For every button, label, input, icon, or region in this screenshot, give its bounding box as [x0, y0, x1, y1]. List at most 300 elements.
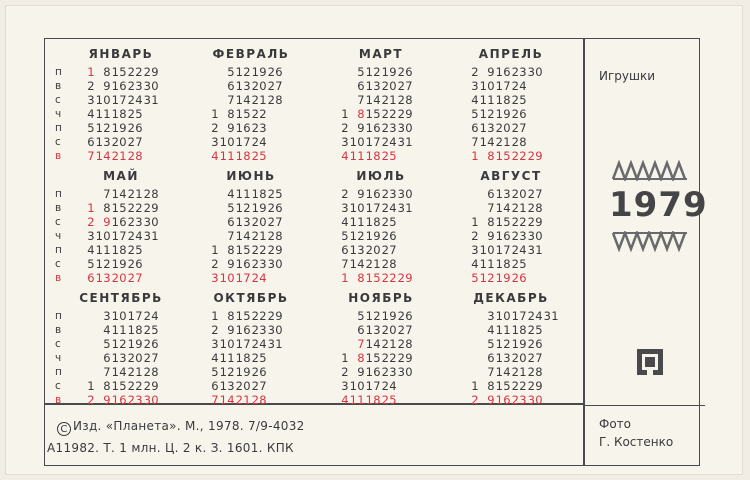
month-name: ФЕВРАЛЬ — [212, 47, 290, 61]
day-number: 28 — [267, 93, 283, 107]
day-number: 23 — [381, 121, 397, 135]
day-number: 10 — [219, 135, 235, 149]
day-number: 3 — [471, 243, 479, 257]
month-block — [317, 291, 445, 409]
day-number: 2 — [341, 365, 349, 379]
day-number: 6 — [341, 243, 349, 257]
day-number: 27 — [267, 79, 283, 93]
day-number: 19 — [111, 121, 127, 135]
day-number: 20 — [111, 271, 127, 285]
day-number: 30 — [397, 187, 413, 201]
day-number: 1 — [471, 149, 479, 163]
day-number: 11 — [219, 149, 235, 163]
month-name: НОЯБРЬ — [348, 291, 414, 305]
day-number: 6 — [487, 187, 495, 201]
day-number: 1 — [211, 309, 219, 323]
day-number: 4 — [471, 93, 479, 107]
day-number: 29 — [527, 379, 543, 393]
day-number: 3 — [211, 337, 219, 351]
photo-label: Фото — [599, 417, 632, 431]
day-number: 24 — [511, 79, 527, 93]
day-number: 14 — [365, 93, 381, 107]
day-number: 2 — [471, 229, 479, 243]
weekday-letter: п — [55, 310, 62, 322]
day-number: 17 — [235, 135, 251, 149]
day-number: 29 — [397, 351, 413, 365]
day-number: 3 — [341, 379, 349, 393]
day-number: 26 — [143, 337, 159, 351]
day-number: 18 — [251, 187, 267, 201]
day-number: 18 — [111, 243, 127, 257]
day-number: 24 — [511, 243, 527, 257]
weekday-letter: в — [55, 202, 62, 214]
day-number: 28 — [381, 257, 397, 271]
day-number: 18 — [235, 149, 251, 163]
day-number: 27 — [127, 135, 143, 149]
day-number: 14 — [111, 365, 127, 379]
day-number: 24 — [381, 379, 397, 393]
day-number: 4 — [87, 243, 95, 257]
week-row — [447, 243, 607, 257]
day-number: 3 — [471, 79, 479, 93]
day-number: 10 — [479, 79, 495, 93]
day-number: 26 — [511, 107, 527, 121]
day-number: 31 — [267, 337, 283, 351]
day-number: 22 — [381, 107, 397, 121]
day-number: 7 — [487, 201, 495, 215]
day-number: 7 — [103, 365, 111, 379]
day-number: 13 — [495, 187, 511, 201]
month-name: ДЕКАБРЬ — [473, 291, 549, 305]
day-number: 5 — [471, 107, 479, 121]
day-number: 31 — [143, 229, 159, 243]
day-number: 11 — [111, 323, 127, 337]
day-number: 12 — [495, 337, 511, 351]
day-number: 20 — [127, 351, 143, 365]
day-number: 17 — [495, 79, 511, 93]
day-number: 15 — [111, 65, 127, 79]
photographer-name: Г. Костенко — [599, 435, 674, 449]
day-number: 13 — [365, 323, 381, 337]
day-number: 25 — [127, 243, 143, 257]
day-number: 8 — [227, 107, 235, 121]
day-number: 8 — [103, 379, 111, 393]
day-number: 23 — [381, 187, 397, 201]
day-number: 18 — [111, 107, 127, 121]
weekday-letter: в — [55, 324, 62, 336]
day-number: 27 — [143, 351, 159, 365]
copyright-icon: С — [57, 422, 71, 436]
day-number: 12 — [479, 271, 495, 285]
day-number: 28 — [251, 393, 267, 407]
day-number: 25 — [511, 257, 527, 271]
day-number: 19 — [495, 107, 511, 121]
day-number: 3 — [341, 201, 349, 215]
day-number: 23 — [127, 215, 143, 229]
weekday-letter: в — [55, 394, 62, 406]
day-number: 8 — [103, 65, 111, 79]
day-number: 18 — [365, 215, 381, 229]
day-number: 24 — [251, 271, 267, 285]
day-number: 25 — [251, 149, 267, 163]
day-number: 11 — [235, 187, 251, 201]
day-number: 26 — [397, 309, 413, 323]
day-number: 15 — [365, 271, 381, 285]
day-number: 26 — [127, 121, 143, 135]
day-number: 1 — [211, 107, 219, 121]
day-number: 1 — [471, 215, 479, 229]
week-row — [447, 351, 607, 365]
day-number: 4 — [211, 351, 219, 365]
day-number: 21 — [511, 365, 527, 379]
month-block — [447, 47, 575, 165]
day-number: 16 — [495, 393, 511, 407]
day-number: 17 — [511, 309, 527, 323]
day-number: 8 — [487, 215, 495, 229]
day-number: 6 — [227, 215, 235, 229]
day-number: 6 — [471, 121, 479, 135]
day-number: 2 — [341, 121, 349, 135]
day-number: 18 — [365, 149, 381, 163]
day-number: 25 — [267, 187, 283, 201]
week-row — [447, 93, 607, 107]
day-number: 30 — [397, 365, 413, 379]
day-number: 1 — [87, 65, 95, 79]
day-number: 5 — [357, 309, 365, 323]
day-number: 31 — [543, 309, 559, 323]
day-number: 22 — [511, 215, 527, 229]
day-number: 14 — [349, 257, 365, 271]
day-number: 7 — [227, 229, 235, 243]
day-number: 29 — [527, 215, 543, 229]
week-row — [447, 107, 607, 121]
week-row — [447, 121, 607, 135]
weekday-letter: с — [55, 258, 61, 270]
day-number: 23 — [251, 121, 267, 135]
day-number: 3 — [87, 93, 95, 107]
day-number: 12 — [365, 309, 381, 323]
weekday-letter: с — [55, 94, 61, 106]
day-number: 28 — [511, 135, 527, 149]
day-number: 19 — [495, 271, 511, 285]
day-number: 29 — [143, 379, 159, 393]
day-number: 17 — [365, 379, 381, 393]
day-number: 15 — [495, 149, 511, 163]
month-name: ИЮЛЬ — [356, 169, 406, 183]
day-number: 26 — [267, 201, 283, 215]
day-number: 22 — [511, 149, 527, 163]
day-number: 25 — [511, 93, 527, 107]
day-number: 27 — [527, 187, 543, 201]
day-number: 14 — [495, 201, 511, 215]
day-number: 1 — [87, 379, 95, 393]
day-number: 2 — [211, 257, 219, 271]
month-name: ИЮНЬ — [226, 169, 276, 183]
day-number: 14 — [235, 93, 251, 107]
day-number: 21 — [127, 187, 143, 201]
day-number: 21 — [251, 229, 267, 243]
day-number: 15 — [235, 107, 251, 121]
day-number: 28 — [143, 365, 159, 379]
day-number: 25 — [381, 149, 397, 163]
day-number: 13 — [235, 79, 251, 93]
day-number: 29 — [143, 65, 159, 79]
imprint-line-1 — [57, 419, 305, 436]
day-number: 3 — [487, 309, 495, 323]
day-number: 11 — [349, 393, 365, 407]
day-number: 19 — [111, 257, 127, 271]
calendar-frame — [44, 38, 708, 466]
day-number: 23 — [511, 393, 527, 407]
day-number: 17 — [111, 93, 127, 107]
day-number: 12 — [111, 337, 127, 351]
day-number: 18 — [511, 323, 527, 337]
day-number: 20 — [365, 243, 381, 257]
day-number: 22 — [127, 379, 143, 393]
day-number: 23 — [127, 393, 143, 407]
weekday-letter: ч — [55, 108, 62, 120]
month-name: АПРЕЛЬ — [478, 47, 544, 61]
day-number: 26 — [251, 365, 267, 379]
day-number: 19 — [381, 65, 397, 79]
day-number: 2 — [211, 323, 219, 337]
day-number: 15 — [495, 379, 511, 393]
day-number: 16 — [495, 229, 511, 243]
day-number: 26 — [527, 337, 543, 351]
day-number: 18 — [235, 351, 251, 365]
day-number: 13 — [365, 79, 381, 93]
day-number: 27 — [527, 351, 543, 365]
day-number: 5 — [211, 365, 219, 379]
day-number: 3 — [87, 229, 95, 243]
day-number: 17 — [365, 201, 381, 215]
calendar-card — [6, 6, 742, 474]
day-number: 1 — [341, 271, 349, 285]
day-number: 14 — [365, 337, 381, 351]
weekday-letter: с — [55, 216, 61, 228]
day-number: 29 — [143, 201, 159, 215]
day-number: 11 — [349, 215, 365, 229]
day-number: 14 — [95, 149, 111, 163]
day-number: 7 — [103, 187, 111, 201]
day-number: 31 — [527, 243, 543, 257]
day-number: 9 — [103, 215, 111, 229]
day-number: 30 — [397, 121, 413, 135]
day-number: 14 — [479, 135, 495, 149]
day-number: 4 — [211, 149, 219, 163]
day-number: 17 — [365, 135, 381, 149]
day-number: 15 — [111, 379, 127, 393]
day-number: 25 — [143, 323, 159, 337]
day-number: 6 — [211, 379, 219, 393]
day-number: 6 — [87, 135, 95, 149]
day-number: 16 — [111, 215, 127, 229]
day-number: 26 — [397, 65, 413, 79]
day-number: 22 — [127, 201, 143, 215]
day-number: 28 — [397, 337, 413, 351]
day-number: 18 — [495, 257, 511, 271]
day-number: 2 — [471, 393, 479, 407]
weekday-letter: п — [55, 366, 62, 378]
day-number: 12 — [95, 257, 111, 271]
weekday-letter: ч — [55, 230, 62, 242]
day-number: 13 — [219, 379, 235, 393]
day-number: 15 — [365, 351, 381, 365]
day-number: 9 — [227, 257, 235, 271]
day-number: 5 — [227, 65, 235, 79]
month-block — [57, 169, 185, 287]
weekday-letter: ч — [55, 352, 62, 364]
day-number: 5 — [471, 271, 479, 285]
day-number: 5 — [341, 229, 349, 243]
day-number: 25 — [527, 323, 543, 337]
day-number: 29 — [527, 149, 543, 163]
day-number: 1 — [341, 107, 349, 121]
day-number: 8 — [103, 201, 111, 215]
day-number: 30 — [267, 257, 283, 271]
day-number: 21 — [251, 93, 267, 107]
day-number: 16 — [235, 257, 251, 271]
month-name: МАРТ — [358, 47, 404, 61]
day-number: 7 — [87, 149, 95, 163]
weekday-letter: п — [55, 188, 62, 200]
week-row — [447, 187, 607, 201]
day-number: 8 — [357, 351, 365, 365]
month-block — [447, 291, 575, 409]
day-number: 11 — [495, 323, 511, 337]
week-row — [447, 79, 607, 93]
day-number: 5 — [87, 257, 95, 271]
day-number: 20 — [381, 79, 397, 93]
day-number: 22 — [381, 271, 397, 285]
year-label: 1979 — [609, 185, 708, 225]
day-number: 17 — [111, 229, 127, 243]
day-number: 30 — [527, 393, 543, 407]
day-number: 20 — [381, 323, 397, 337]
day-number: 30 — [143, 393, 159, 407]
day-number: 10 — [95, 93, 111, 107]
week-row — [447, 337, 607, 351]
day-number: 6 — [357, 79, 365, 93]
day-number: 17 — [235, 271, 251, 285]
day-number: 9 — [487, 393, 495, 407]
month-block — [187, 169, 315, 287]
day-number: 12 — [349, 229, 365, 243]
day-number: 13 — [479, 121, 495, 135]
day-number: 1 — [87, 201, 95, 215]
day-number: 15 — [235, 243, 251, 257]
day-number: 30 — [527, 65, 543, 79]
day-number: 13 — [495, 351, 511, 365]
weekday-letter: с — [55, 380, 61, 392]
day-number: 16 — [235, 323, 251, 337]
day-number: 13 — [111, 351, 127, 365]
day-number: 4 — [341, 149, 349, 163]
day-number: 23 — [251, 323, 267, 337]
day-number: 1 — [211, 243, 219, 257]
day-number: 9 — [227, 121, 235, 135]
day-number: 8 — [227, 309, 235, 323]
day-number: 10 — [219, 337, 235, 351]
day-number: 2 — [211, 121, 219, 135]
day-number: 13 — [95, 135, 111, 149]
day-number: 18 — [365, 393, 381, 407]
day-number: 6 — [487, 351, 495, 365]
day-number: 12 — [235, 65, 251, 79]
day-number: 21 — [235, 393, 251, 407]
day-number: 25 — [381, 215, 397, 229]
day-number: 25 — [251, 351, 267, 365]
week-row — [447, 149, 607, 163]
day-number: 15 — [235, 309, 251, 323]
side-rule — [585, 405, 705, 406]
imprint-text-1: Изд. «Планета». М., 1978. 7/9-4032 — [73, 419, 305, 433]
day-number: 14 — [111, 187, 127, 201]
day-number: 27 — [397, 323, 413, 337]
day-number: 10 — [219, 271, 235, 285]
day-number: 11 — [95, 243, 111, 257]
day-number: 25 — [381, 393, 397, 407]
day-number: 21 — [495, 135, 511, 149]
day-number: 8 — [227, 243, 235, 257]
weekday-letter: в — [55, 80, 62, 92]
day-number: 16 — [365, 121, 381, 135]
weekday-letter: п — [55, 66, 62, 78]
day-number: 27 — [397, 79, 413, 93]
day-number: 9 — [103, 79, 111, 93]
month-block — [317, 47, 445, 165]
day-number: 9 — [357, 187, 365, 201]
weekday-letter: в — [55, 272, 62, 284]
day-number: 28 — [143, 187, 159, 201]
weekday-letter: в — [55, 150, 62, 162]
day-number: 7 — [357, 337, 365, 351]
day-number: 5 — [487, 337, 495, 351]
day-number: 18 — [127, 323, 143, 337]
week-row — [447, 201, 607, 215]
day-number: 4 — [471, 257, 479, 271]
week-row — [447, 379, 607, 393]
day-number: 23 — [127, 79, 143, 93]
month-name: МАЙ — [103, 169, 139, 183]
week-row — [447, 271, 607, 285]
day-number: 11 — [219, 351, 235, 365]
day-number: 6 — [103, 351, 111, 365]
day-number: 3 — [103, 309, 111, 323]
day-number: 29 — [267, 309, 283, 323]
day-number: 22 — [251, 243, 267, 257]
day-number: 23 — [511, 65, 527, 79]
day-number: 7 — [211, 393, 219, 407]
week-row — [447, 229, 607, 243]
day-number: 21 — [127, 365, 143, 379]
day-number: 27 — [127, 271, 143, 285]
month-block — [57, 47, 185, 165]
day-number: 4 — [227, 187, 235, 201]
day-number: 6 — [87, 271, 95, 285]
day-number: 25 — [127, 107, 143, 121]
day-number: 12 — [365, 65, 381, 79]
day-number: 30 — [267, 323, 283, 337]
day-number: 7 — [357, 93, 365, 107]
day-number: 12 — [95, 121, 111, 135]
month-name: СЕНТЯБРЬ — [79, 291, 163, 305]
day-number: 21 — [365, 257, 381, 271]
day-number: 16 — [495, 65, 511, 79]
day-number: 21 — [511, 201, 527, 215]
day-number: 21 — [381, 337, 397, 351]
day-number: 22 — [127, 65, 143, 79]
